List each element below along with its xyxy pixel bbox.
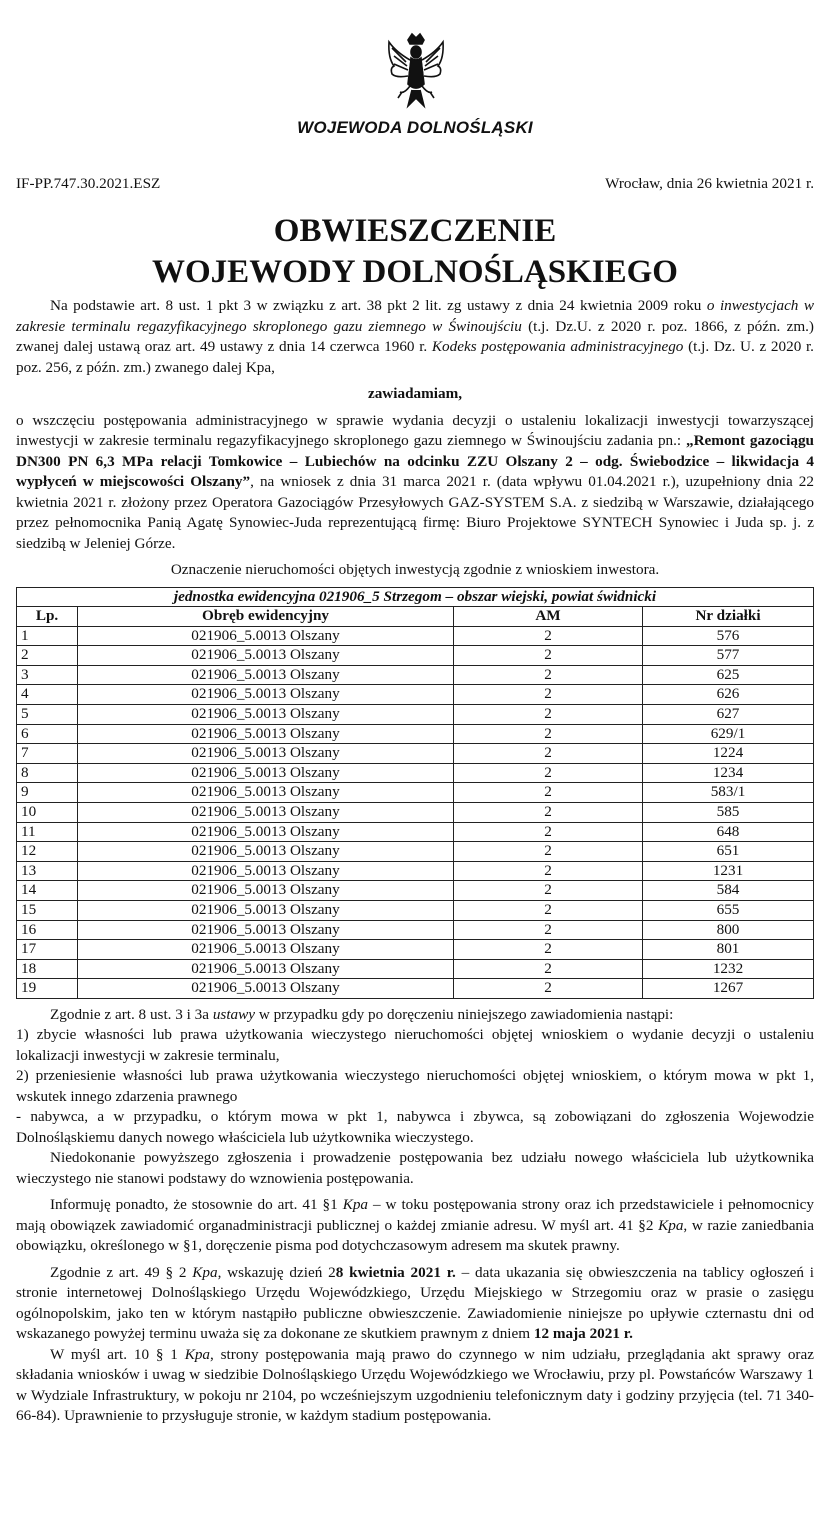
cell-obreb: 021906_5.0013 Olszany (78, 724, 454, 744)
authority-name: WOJEWODA DOLNOŚLĄSKI (297, 118, 533, 137)
table-row (17, 724, 814, 744)
cell-nr: 583/1 (643, 783, 814, 803)
cell-lp: 7 (17, 744, 78, 764)
cell-nr: 577 (643, 646, 814, 666)
cell-am: 2 (454, 881, 643, 901)
polish-eagle-icon (386, 32, 446, 112)
cell-am: 2 (454, 646, 643, 666)
table-row (17, 979, 814, 999)
cell-nr: 1234 (643, 763, 814, 783)
cell-lp: 4 (17, 685, 78, 705)
cell-lp: 17 (17, 940, 78, 960)
cell-obreb: 021906_5.0013 Olszany (78, 803, 454, 823)
main-paragraph: o wszczęciu postępowania administracyjnego w sprawie wydania decyzji o ustaleniu lokalizacji inwestycji towarzyszącej inwestycji w zakresie terminalu regazyfikacyjnego skroplonego gazu ziemnego w Świnoujściu zadania pn.: „Remont gazociągu DN300 PN 6,3 MPa relacji Tomkowice – Lubiechów na odcinku ZZU Olszany 2 – odg. Świebodzice – likwidacja 4 wypłyceń w miejscowości Olszany”, na wniosek z dnia 31 marca 2021 r. (data wpływu 01.04.2021 r.), uzupełniony dnia 22 kwietnia 2021 r. złożony przez Operatora Gazociągów Przesyłowych GAZ-SYSTEM S.A. z siedzibą w Warszawie, działającego przez pełnomocnika Panią Agatę Synowiec-Juda reprezentującą firmę: Biuro Projektowe SYNTECH Synowiec i Juda sp. j. z siedzibą w Jeleniej Górze. (16, 411, 814, 552)
table-row (17, 861, 814, 881)
table-caption: jednostka ewidencyjna 021906_5 Strzegom – obszar wiejski, powiat świdnicki (17, 587, 814, 607)
cell-obreb: 021906_5.0013 Olszany (78, 881, 454, 901)
failure-paragraph: Niedokonanie powyższego zgłoszenia i prowadzenie postępowania bez udziału nowego właściciela lub użytkownika wieczystego nie stanowi podstawy do wznowienia postępowania. (16, 1149, 814, 1187)
document-body (16, 296, 814, 1427)
cell-nr: 627 (643, 705, 814, 725)
table-row (17, 646, 814, 666)
cell-nr: 648 (643, 822, 814, 842)
table-row (17, 803, 814, 823)
table-row (17, 744, 814, 764)
list-item-2: 2) przeniesienie własności lub prawa użytkowania wieczystego nieruchomości objętej wnioskiem, o którym mowa w pkt 1, wskutek innego zdarzenia prawnego (16, 1067, 814, 1105)
cell-nr: 584 (643, 881, 814, 901)
table-row (17, 665, 814, 685)
col-header-lp: Lp. (17, 607, 78, 627)
cell-nr: 801 (643, 940, 814, 960)
cell-am: 2 (454, 979, 643, 999)
cell-am: 2 (454, 665, 643, 685)
cell-am: 2 (454, 822, 643, 842)
col-header-nr: Nr działki (643, 607, 814, 627)
table-header-row (17, 607, 814, 627)
col-header-am: AM (454, 607, 643, 627)
cell-obreb: 021906_5.0013 Olszany (78, 901, 454, 921)
cell-obreb: 021906_5.0013 Olszany (78, 842, 454, 862)
cell-am: 2 (454, 626, 643, 646)
cell-obreb: 021906_5.0013 Olszany (78, 940, 454, 960)
cell-am: 2 (454, 724, 643, 744)
cell-nr: 625 (643, 665, 814, 685)
cell-nr: 655 (643, 901, 814, 921)
cell-am: 2 (454, 705, 643, 725)
cell-am: 2 (454, 920, 643, 940)
cell-am: 2 (454, 959, 643, 979)
cell-nr: 1231 (643, 861, 814, 881)
cell-obreb: 021906_5.0013 Olszany (78, 705, 454, 725)
art10-paragraph: W myśl art. 10 § 1 Kpa, strony postępowania mają prawo do czynnego w nim udziału, przeglądania akt sprawy oraz składania wniosków i uwag w siedzibie Dolnośląskiego Urzędu Wojewódzkiego we Wrocławiu, przy pl. Powstańców Warszawy 1 w Wydziale Infrastruktury, w pokoju nr 2104, po wcześniejszym uzgodnieniu telefonicznym daty i godziny przyjęcia (tel. 71 340-66-84). Uprawnienie to przysługuje stronie, w każdym stadium postępowania. (16, 1345, 814, 1425)
cell-nr: 651 (643, 842, 814, 862)
cell-lp: 19 (17, 979, 78, 999)
cell-lp: 16 (17, 920, 78, 940)
parcel-table (16, 587, 814, 999)
col-header-obreb: Obręb ewidencyjny (78, 607, 454, 627)
cell-nr: 576 (643, 626, 814, 646)
list-item-1: 1) zbycie własności lub prawa użytkowania wieczystego nieruchomości objętej wnioskiem o wydanie decyzji o ustaleniu lokalizacji inwestycji w zakresie terminalu, (16, 1026, 814, 1064)
cell-am: 2 (454, 940, 643, 960)
cell-nr: 1224 (643, 744, 814, 764)
cell-obreb: 021906_5.0013 Olszany (78, 920, 454, 940)
cell-obreb: 021906_5.0013 Olszany (78, 646, 454, 666)
cell-lp: 1 (17, 626, 78, 646)
cell-lp: 9 (17, 783, 78, 803)
cell-obreb: 021906_5.0013 Olszany (78, 979, 454, 999)
table-row (17, 705, 814, 725)
cell-am: 2 (454, 783, 643, 803)
cell-lp: 11 (17, 822, 78, 842)
cell-obreb: 021906_5.0013 Olszany (78, 685, 454, 705)
cell-lp: 12 (17, 842, 78, 862)
cell-am: 2 (454, 685, 643, 705)
cell-obreb: 021906_5.0013 Olszany (78, 626, 454, 646)
cell-nr: 800 (643, 920, 814, 940)
cell-obreb: 021906_5.0013 Olszany (78, 822, 454, 842)
art8-paragraph: Zgodnie z art. 8 ust. 3 i 3a ustawy w przypadku gdy po doręczeniu niniejszego zawiadomienia nastąpi: (50, 1005, 674, 1023)
cell-lp: 14 (17, 881, 78, 901)
table-row (17, 940, 814, 960)
cell-nr: 629/1 (643, 724, 814, 744)
cell-lp: 15 (17, 901, 78, 921)
cell-lp: 3 (17, 665, 78, 685)
cell-obreb: 021906_5.0013 Olszany (78, 763, 454, 783)
cell-nr: 1232 (643, 959, 814, 979)
table-row (17, 822, 814, 842)
notify-heading: zawiadamiam, (367, 385, 463, 402)
cell-am: 2 (454, 842, 643, 862)
cell-lp: 10 (17, 803, 78, 823)
cell-am: 2 (454, 744, 643, 764)
table-row (17, 842, 814, 862)
table-row (17, 881, 814, 901)
table-row (17, 763, 814, 783)
cell-obreb: 021906_5.0013 Olszany (78, 744, 454, 764)
list-item-3: - nabywca, a w przypadku, o którym mowa w pkt 1, nabywca i zbywca, są zobowiązani do zgłoszenia Wojewodzie Dolnośląskiemu danych nowego właściciela lub użytkownika wieczystego. (16, 1108, 814, 1146)
cell-nr: 1267 (643, 979, 814, 999)
table-row (17, 920, 814, 940)
art49-paragraph: Zgodnie z art. 49 § 2 Kpa, wskazuję dzień 28 kwietnia 2021 r. – data ukazania się obwieszczenia na tablicy ogłoszeń i stronie internetowej Dolnośląskiego Urzędu Wojewódzkiego, Urzędu Miejskiego w Strzegomiu oraz w prasie o zasięgu ogólnopolskim, jako ten w którym nastąpiło publiczne obwieszczenie. Zawiadomienie niniejsze po upływie czternastu dni od wskazanego powyżej terminu uważa się za dokonane ze skutkiem prawnym z dniem 12 maja 2021 r. (16, 1263, 815, 1343)
reference-number: IF-PP.747.30.2021.ESZ (16, 175, 161, 192)
inform-paragraph: Informuję ponadto, że stosownie do art. 41 §1 Kpa – w toku postępowania strony oraz ich przedstawiciele i pełnomocnicy mają obowiązek zawiadomić organadministracji publicznej o każdej zmianie adresu. W myśl art. 41 §2 Kpa, w razie zaniedbania obowiązku, określonego w §1, doręczenie pisma pod dotychczasowym adresem ma skutek prawny. (16, 1196, 814, 1255)
table-row (17, 626, 814, 646)
cell-lp: 18 (17, 959, 78, 979)
intro-paragraph: Na podstawie art. 8 ust. 1 pkt 3 w związku z art. 38 pkt 2 lit. zg ustawy z dnia 24 kwietnia 2009 roku o inwestycjach w zakresie terminalu regazyfikacyjnego skroplonego gazu ziemnego w Świnoujściu (t.j. Dz.U. z 2020 r. poz. 1866, z późn. zm.) zwanej dalej ustawą oraz art. 49 ustawy z dnia 14 czerwca 1960 r. Kodeks postępowania administracyjnego (t.j. Dz. U. z 2020 r. poz. 256, z późn. zm.) zwanego dalej Kpa, (16, 297, 815, 376)
table-intro: Oznaczenie nieruchomości objętych inwestycją zgodnie z wnioskiem inwestora. (170, 561, 660, 578)
document-title: OBWIESZCZENIE (273, 213, 557, 249)
cell-lp: 8 (17, 763, 78, 783)
cell-nr: 585 (643, 803, 814, 823)
table-row (17, 959, 814, 979)
table-row (17, 685, 814, 705)
table-row (17, 901, 814, 921)
cell-am: 2 (454, 861, 643, 881)
cell-obreb: 021906_5.0013 Olszany (78, 861, 454, 881)
cell-nr: 626 (643, 685, 814, 705)
table-row (17, 783, 814, 803)
document-subtitle: WOJEWODY DOLNOŚLĄSKIEGO (152, 254, 678, 290)
cell-am: 2 (454, 901, 643, 921)
cell-lp: 6 (17, 724, 78, 744)
cell-am: 2 (454, 763, 643, 783)
cell-am: 2 (454, 803, 643, 823)
cell-lp: 5 (17, 705, 78, 725)
cell-obreb: 021906_5.0013 Olszany (78, 665, 454, 685)
cell-lp: 2 (17, 646, 78, 666)
cell-obreb: 021906_5.0013 Olszany (78, 783, 454, 803)
place-date: Wrocław, dnia 26 kwietnia 2021 r. (605, 175, 814, 192)
cell-lp: 13 (17, 861, 78, 881)
cell-obreb: 021906_5.0013 Olszany (78, 959, 454, 979)
